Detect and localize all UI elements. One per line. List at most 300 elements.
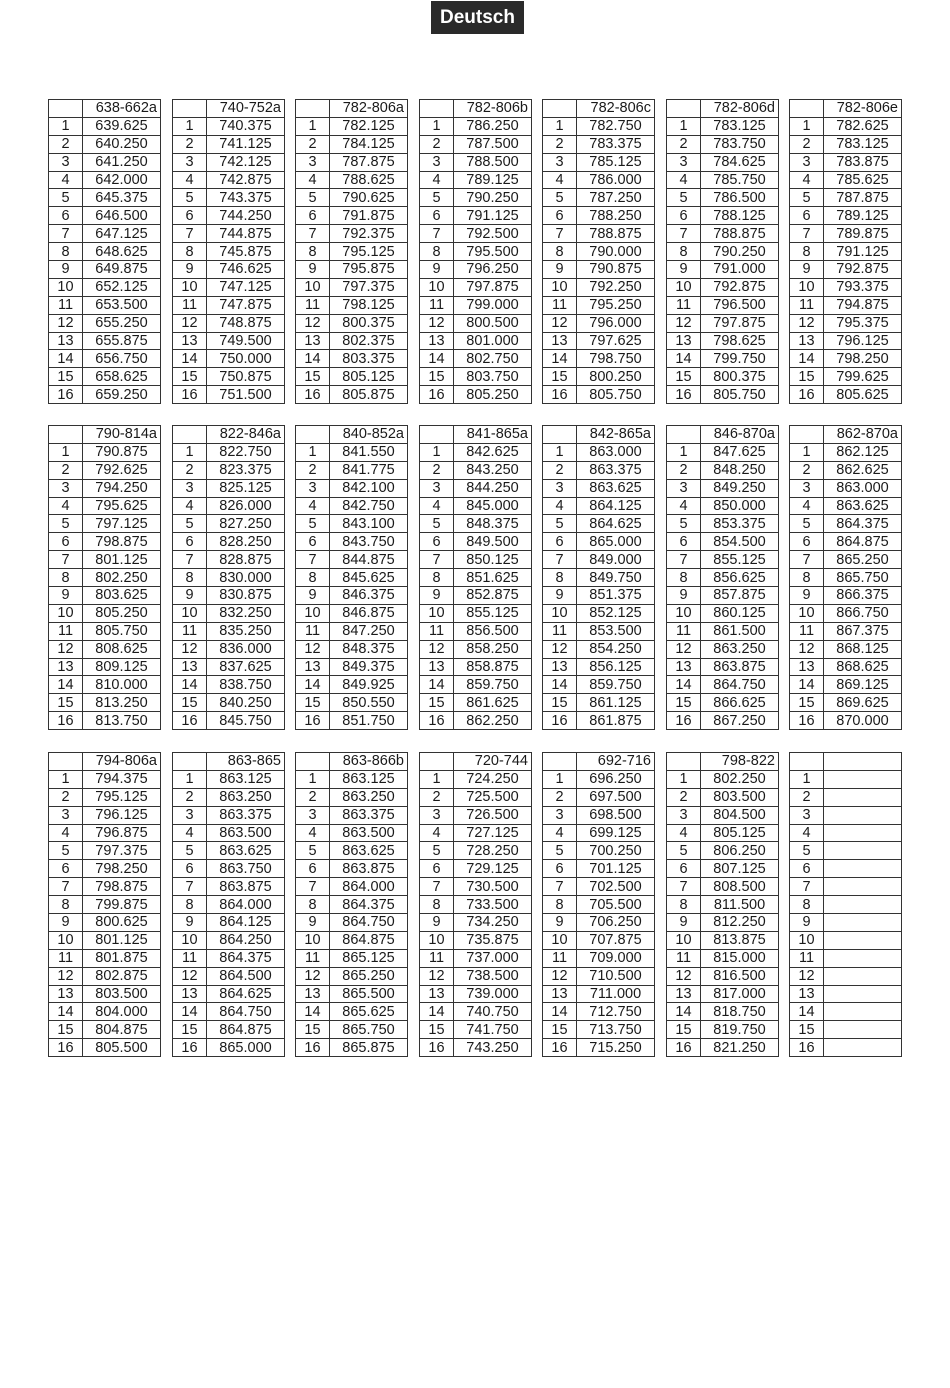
table-row: [667, 860, 779, 878]
channel-number: 6: [420, 860, 454, 878]
channel-number: 1: [790, 117, 824, 135]
frequency-value: 737.000: [454, 949, 532, 967]
table-row: [173, 914, 285, 932]
channel-number: 13: [49, 332, 83, 350]
frequency-value: 788.625: [330, 171, 408, 189]
table-row: [296, 676, 408, 694]
band-title: 782-806b: [454, 100, 532, 118]
frequency-value: 863.750: [207, 860, 285, 878]
frequency-table: [419, 425, 532, 730]
table-row: [790, 189, 902, 207]
channel-number: 14: [543, 350, 577, 368]
frequency-value: 843.250: [454, 461, 532, 479]
channel-number: 9: [49, 587, 83, 605]
channel-number: 14: [173, 676, 207, 694]
channel-number: 13: [790, 985, 824, 1003]
table-row: [667, 770, 779, 788]
table-row: [543, 350, 655, 368]
frequency-value: 653.500: [83, 296, 161, 314]
table-row: [543, 497, 655, 515]
frequency-value: 700.250: [577, 842, 655, 860]
channel-number: 13: [296, 332, 330, 350]
channel-number: 9: [173, 587, 207, 605]
table-row: [667, 461, 779, 479]
channel-number: 2: [49, 135, 83, 153]
frequency-value: 796.500: [701, 296, 779, 314]
frequency-value: 798.875: [83, 533, 161, 551]
frequency-value: 861.125: [577, 694, 655, 712]
table-row: [543, 135, 655, 153]
table-row: [667, 658, 779, 676]
table-row: [49, 461, 161, 479]
table-row: [173, 479, 285, 497]
frequency-value: 794.375: [83, 770, 161, 788]
channel-number: 8: [296, 896, 330, 914]
table-row: [173, 261, 285, 279]
header-empty-cell: [296, 100, 330, 118]
frequency-value: 743.250: [454, 1039, 532, 1057]
table-row: [543, 770, 655, 788]
table-row: [543, 806, 655, 824]
table-row: [420, 604, 532, 622]
header-empty-cell: [543, 426, 577, 444]
table-row: [420, 314, 532, 332]
frequency-value: 805.750: [577, 386, 655, 404]
channel-number: 2: [296, 135, 330, 153]
table-row: [667, 878, 779, 896]
frequency-value: 789.875: [824, 225, 902, 243]
channel-number: 11: [543, 296, 577, 314]
channel-number: 8: [296, 569, 330, 587]
table-row: [420, 878, 532, 896]
channel-number: 5: [790, 842, 824, 860]
table-row: [296, 842, 408, 860]
channel-number: 11: [296, 296, 330, 314]
channel-number: 1: [173, 117, 207, 135]
channel-number: 5: [667, 842, 701, 860]
channel-number: 13: [49, 985, 83, 1003]
frequency-value: 805.250: [83, 604, 161, 622]
table-row: [543, 171, 655, 189]
frequency-value: 751.500: [207, 386, 285, 404]
table-row: [49, 261, 161, 279]
frequency-value: 859.750: [577, 676, 655, 694]
channel-number: 10: [296, 278, 330, 296]
channel-number: 3: [49, 806, 83, 824]
header-empty-cell: [420, 753, 454, 771]
table-row: [667, 314, 779, 332]
channel-number: 14: [790, 676, 824, 694]
frequency-value: 810.000: [83, 676, 161, 694]
table-header-row: [667, 426, 779, 444]
channel-number: 3: [420, 806, 454, 824]
frequency-value: 861.625: [454, 694, 532, 712]
frequency-table: [542, 752, 655, 1057]
table-row: [420, 658, 532, 676]
frequency-value: 787.875: [330, 153, 408, 171]
frequency-value: 785.750: [701, 171, 779, 189]
channel-number: 8: [790, 243, 824, 261]
table-row: [543, 931, 655, 949]
channel-number: 8: [790, 896, 824, 914]
band-title: [824, 753, 902, 771]
channel-number: 10: [543, 931, 577, 949]
table-row: [790, 569, 902, 587]
frequency-value: 735.875: [454, 931, 532, 949]
channel-number: 11: [420, 296, 454, 314]
channel-number: 12: [543, 314, 577, 332]
frequency-value: 868.125: [824, 640, 902, 658]
channel-number: 13: [420, 985, 454, 1003]
frequency-value: 826.000: [207, 497, 285, 515]
table-row: [543, 117, 655, 135]
frequency-value: 701.125: [577, 860, 655, 878]
channel-number: 11: [790, 949, 824, 967]
table-row: [173, 497, 285, 515]
frequency-value: 852.875: [454, 587, 532, 605]
header-empty-cell: [296, 753, 330, 771]
channel-number: 9: [543, 261, 577, 279]
channel-number: 14: [173, 1003, 207, 1021]
channel-number: 6: [667, 860, 701, 878]
channel-number: 16: [420, 1039, 454, 1057]
table-row: [790, 443, 902, 461]
frequency-value: 647.125: [83, 225, 161, 243]
table-row: [296, 386, 408, 404]
frequency-value: 828.250: [207, 533, 285, 551]
table-row: [296, 314, 408, 332]
frequency-value: 741.750: [454, 1021, 532, 1039]
frequency-value: 789.125: [824, 207, 902, 225]
frequency-table: [172, 425, 285, 730]
channel-number: 16: [667, 712, 701, 730]
table-row: [543, 386, 655, 404]
table-header-row: [420, 753, 532, 771]
frequency-value: 639.625: [83, 117, 161, 135]
channel-number: 3: [420, 153, 454, 171]
channel-number: 8: [49, 569, 83, 587]
channel-number: 2: [790, 461, 824, 479]
frequency-value: 648.625: [83, 243, 161, 261]
band-title: 782-806d: [701, 100, 779, 118]
table-row: [296, 914, 408, 932]
table-row: [173, 189, 285, 207]
frequency-value: 734.250: [454, 914, 532, 932]
band-title: 794-806a: [83, 753, 161, 771]
table-row: [173, 788, 285, 806]
channel-number: 7: [420, 225, 454, 243]
channel-number: 7: [173, 225, 207, 243]
channel-number: 1: [173, 770, 207, 788]
table-row: [296, 278, 408, 296]
table-row: [49, 225, 161, 243]
channel-number: 3: [49, 153, 83, 171]
frequency-value: 864.625: [577, 515, 655, 533]
channel-number: 16: [543, 386, 577, 404]
frequency-value: 854.500: [701, 533, 779, 551]
frequency-value: 791.125: [824, 243, 902, 261]
frequency-value: 746.625: [207, 261, 285, 279]
frequency-value: 856.625: [701, 569, 779, 587]
table-row: [667, 189, 779, 207]
frequency-value: 798.750: [577, 350, 655, 368]
table-row: [420, 949, 532, 967]
frequency-value: 860.125: [701, 604, 779, 622]
frequency-value: 866.750: [824, 604, 902, 622]
table-header-row: [667, 100, 779, 118]
frequency-value: 699.125: [577, 824, 655, 842]
table-row: [667, 135, 779, 153]
table-row: [296, 931, 408, 949]
frequency-value: 864.125: [577, 497, 655, 515]
channel-number: 6: [296, 860, 330, 878]
channel-number: 15: [173, 368, 207, 386]
channel-number: 9: [790, 587, 824, 605]
band-title: 798-822: [701, 753, 779, 771]
channel-number: 5: [543, 515, 577, 533]
table-row: [790, 479, 902, 497]
table-row: [49, 443, 161, 461]
channel-number: 9: [790, 914, 824, 932]
frequency-value: 805.500: [83, 1039, 161, 1057]
frequency-value: 859.750: [454, 676, 532, 694]
table-row: [790, 225, 902, 243]
table-row: [49, 694, 161, 712]
channel-number: 10: [420, 278, 454, 296]
frequency-value: 792.875: [824, 261, 902, 279]
table-row: [790, 806, 902, 824]
table-row: [543, 712, 655, 730]
frequency-value: 642.000: [83, 171, 161, 189]
channel-number: 4: [296, 171, 330, 189]
frequency-value: 805.250: [454, 386, 532, 404]
channel-number: 11: [543, 949, 577, 967]
frequency-value: [824, 860, 902, 878]
channel-number: 3: [296, 806, 330, 824]
table-row: [543, 1003, 655, 1021]
channel-number: 4: [667, 497, 701, 515]
channel-number: 10: [49, 604, 83, 622]
frequency-value: 656.750: [83, 350, 161, 368]
table-row: [49, 515, 161, 533]
channel-number: 1: [296, 443, 330, 461]
channel-number: 14: [296, 350, 330, 368]
frequency-value: 867.250: [701, 712, 779, 730]
channel-number: 8: [543, 896, 577, 914]
table-row: [790, 261, 902, 279]
table-row: [420, 278, 532, 296]
frequency-value: 799.000: [454, 296, 532, 314]
frequency-value: 843.750: [330, 533, 408, 551]
channel-number: 15: [49, 1021, 83, 1039]
channel-number: 15: [790, 1021, 824, 1039]
channel-number: 6: [296, 207, 330, 225]
table-row: [667, 117, 779, 135]
channel-number: 7: [173, 551, 207, 569]
frequency-value: 798.250: [824, 350, 902, 368]
frequency-value: 799.750: [701, 350, 779, 368]
table-row: [543, 985, 655, 1003]
table-row: [49, 479, 161, 497]
table-row: [296, 694, 408, 712]
frequency-value: 818.750: [701, 1003, 779, 1021]
channel-number: 4: [543, 824, 577, 842]
channel-number: 14: [543, 676, 577, 694]
frequency-value: [824, 878, 902, 896]
frequency-value: 705.500: [577, 896, 655, 914]
channel-number: 6: [173, 207, 207, 225]
channel-number: 16: [790, 712, 824, 730]
header-empty-cell: [49, 100, 83, 118]
channel-number: 5: [420, 842, 454, 860]
frequency-value: [824, 770, 902, 788]
frequency-value: 796.250: [454, 261, 532, 279]
frequency-value: 862.250: [454, 712, 532, 730]
frequency-value: 821.250: [701, 1039, 779, 1057]
frequency-value: 847.250: [330, 622, 408, 640]
frequency-value: 864.750: [701, 676, 779, 694]
channel-number: 9: [173, 914, 207, 932]
channel-number: 12: [667, 967, 701, 985]
channel-number: 1: [667, 117, 701, 135]
table-row: [49, 604, 161, 622]
channel-number: 4: [667, 824, 701, 842]
frequency-value: 798.875: [83, 878, 161, 896]
channel-number: 11: [49, 296, 83, 314]
channel-number: 10: [173, 278, 207, 296]
frequency-value: 850.550: [330, 694, 408, 712]
table-row: [667, 587, 779, 605]
table-row: [296, 712, 408, 730]
table-row: [296, 806, 408, 824]
channel-number: 14: [790, 350, 824, 368]
table-row: [49, 1021, 161, 1039]
channel-number: 5: [667, 515, 701, 533]
frequency-value: 805.125: [701, 824, 779, 842]
channel-number: 10: [667, 278, 701, 296]
channel-number: 10: [49, 931, 83, 949]
frequency-value: [824, 1003, 902, 1021]
table-row: [173, 967, 285, 985]
band-title: 782-806a: [330, 100, 408, 118]
frequency-value: 744.875: [207, 225, 285, 243]
channel-number: 15: [296, 694, 330, 712]
table-header-row: [420, 100, 532, 118]
table-row: [173, 135, 285, 153]
frequency-table: [295, 99, 408, 404]
header-empty-cell: [543, 100, 577, 118]
table-row: [49, 770, 161, 788]
channel-number: 9: [296, 914, 330, 932]
table-row: [49, 278, 161, 296]
channel-number: 6: [49, 860, 83, 878]
channel-number: 4: [420, 497, 454, 515]
table-row: [49, 153, 161, 171]
channel-number: 9: [667, 261, 701, 279]
table-row: [667, 368, 779, 386]
frequency-value: 797.625: [577, 332, 655, 350]
channel-number: 1: [667, 770, 701, 788]
frequency-value: 784.125: [330, 135, 408, 153]
header-empty-cell: [667, 100, 701, 118]
channel-number: 8: [173, 569, 207, 587]
channel-number: 3: [790, 806, 824, 824]
table-row: [790, 949, 902, 967]
channel-number: 16: [296, 386, 330, 404]
table-row: [790, 622, 902, 640]
band-title: 790-814a: [83, 426, 161, 444]
frequency-value: 864.875: [330, 931, 408, 949]
table-row: [296, 824, 408, 842]
frequency-value: 750.875: [207, 368, 285, 386]
channel-number: 15: [667, 1021, 701, 1039]
table-row: [543, 824, 655, 842]
table-row: [790, 278, 902, 296]
frequency-value: 790.250: [701, 243, 779, 261]
channel-number: 1: [790, 770, 824, 788]
frequency-value: 863.125: [330, 770, 408, 788]
frequency-value: 846.375: [330, 587, 408, 605]
channel-number: 6: [296, 533, 330, 551]
table-row: [296, 860, 408, 878]
channel-number: 10: [790, 278, 824, 296]
table-row: [49, 569, 161, 587]
frequency-value: 788.875: [577, 225, 655, 243]
channel-number: 6: [49, 533, 83, 551]
table-row: [420, 985, 532, 1003]
table-row: [49, 368, 161, 386]
channel-number: 9: [296, 261, 330, 279]
frequency-value: 728.250: [454, 842, 532, 860]
table-row: [667, 914, 779, 932]
table-row: [296, 985, 408, 1003]
channel-number: 6: [543, 207, 577, 225]
channel-number: 11: [296, 949, 330, 967]
frequency-value: 738.500: [454, 967, 532, 985]
table-row: [420, 770, 532, 788]
channel-number: 11: [790, 296, 824, 314]
channel-number: 4: [420, 824, 454, 842]
frequency-value: 844.250: [454, 479, 532, 497]
table-row: [420, 806, 532, 824]
channel-number: 14: [49, 1003, 83, 1021]
channel-number: 12: [667, 640, 701, 658]
frequency-value: 744.250: [207, 207, 285, 225]
channel-number: 2: [543, 461, 577, 479]
table-row: [420, 207, 532, 225]
channel-number: 9: [667, 587, 701, 605]
table-header-row: [790, 753, 902, 771]
table-row: [667, 207, 779, 225]
channel-number: 13: [543, 332, 577, 350]
frequency-value: 797.375: [330, 278, 408, 296]
channel-number: 14: [667, 1003, 701, 1021]
table-row: [543, 533, 655, 551]
table-row: [420, 497, 532, 515]
table-row: [173, 860, 285, 878]
channel-number: 11: [49, 622, 83, 640]
table-row-group-3: [48, 752, 901, 1060]
channel-number: 7: [420, 551, 454, 569]
table-row: [543, 842, 655, 860]
frequency-value: 801.875: [83, 949, 161, 967]
channel-number: 3: [173, 479, 207, 497]
frequency-value: 864.000: [330, 878, 408, 896]
channel-number: 16: [667, 386, 701, 404]
table-header-row: [543, 100, 655, 118]
channel-number: 16: [173, 1039, 207, 1057]
channel-number: 13: [667, 985, 701, 1003]
